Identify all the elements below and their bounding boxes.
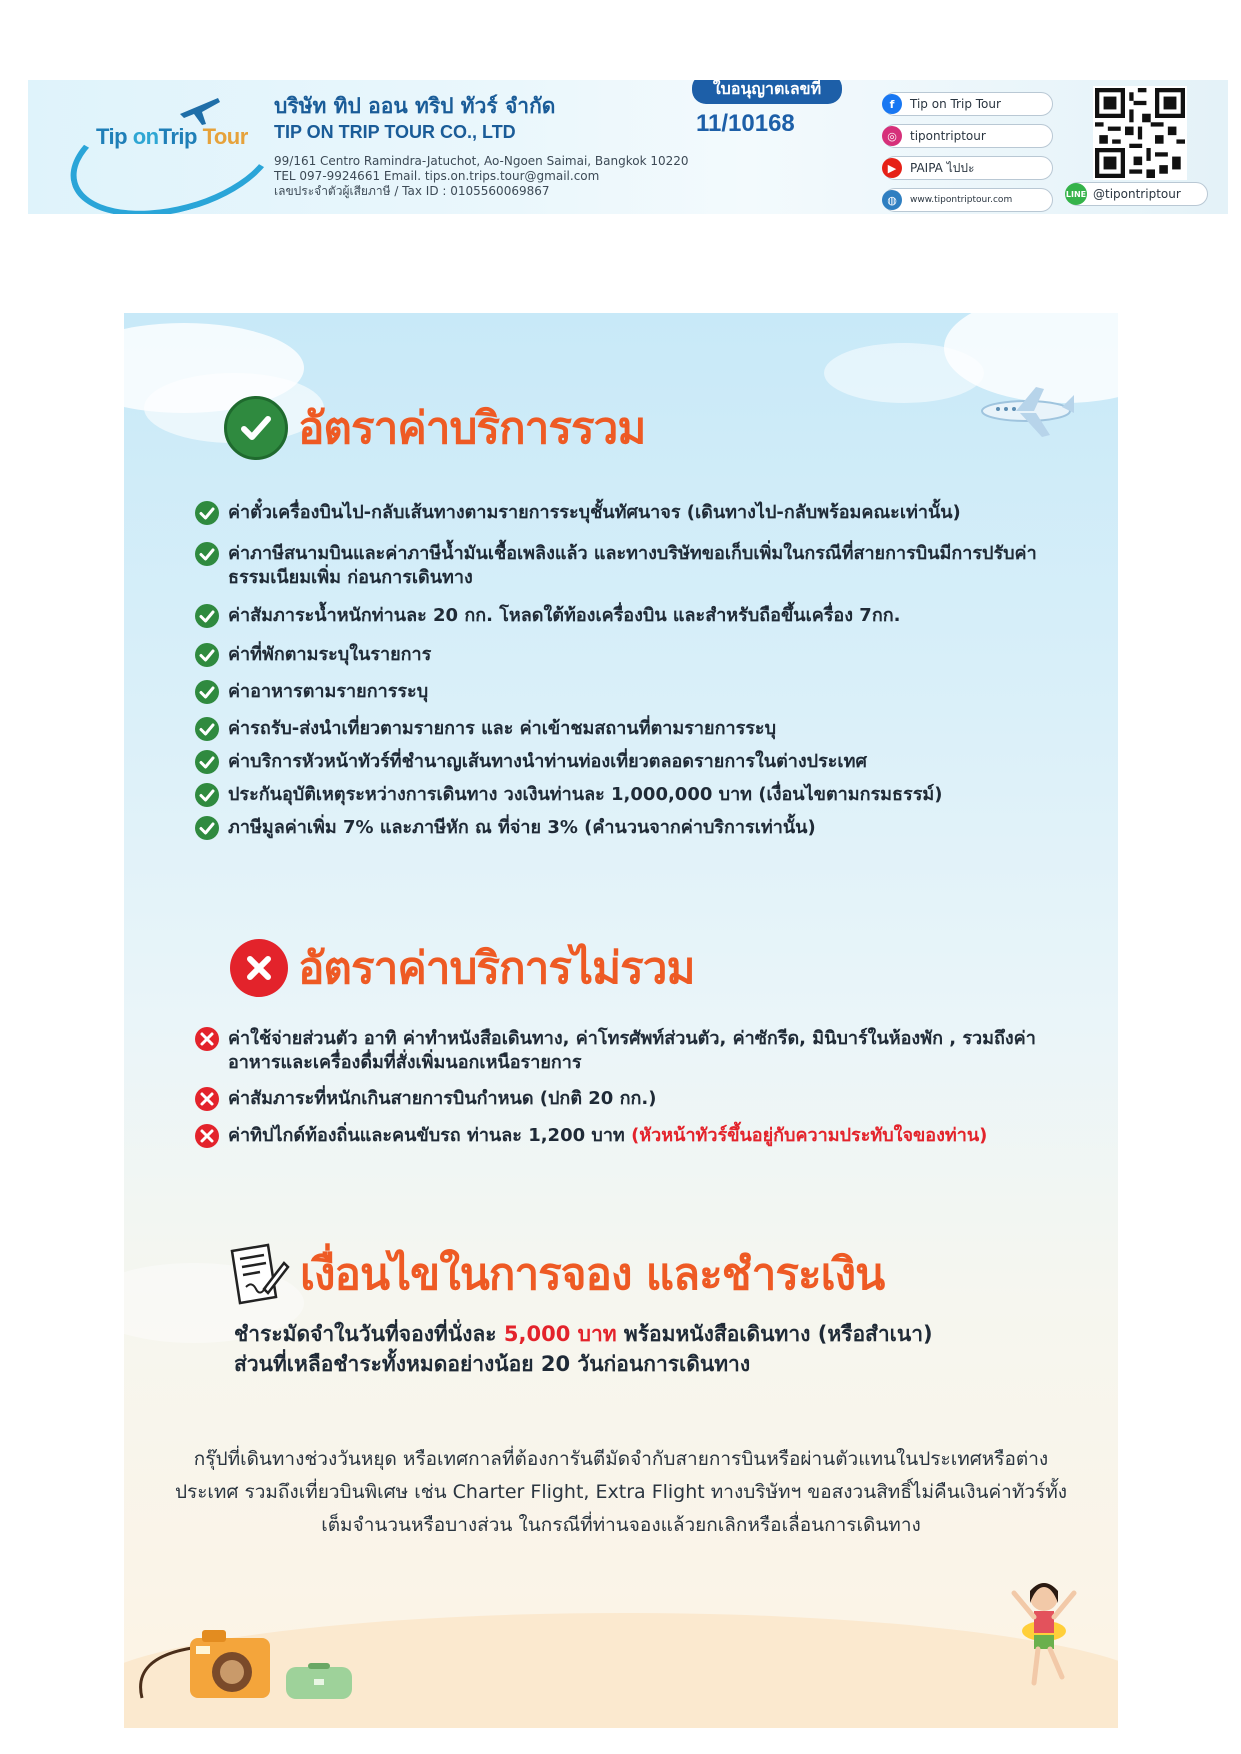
- check-circle-icon: [194, 749, 220, 775]
- excluded-section-title: [230, 933, 695, 1003]
- cross-circle-icon: [194, 1026, 220, 1052]
- check-circle-icon: [194, 642, 220, 668]
- social-facebook[interactable]: [883, 92, 1053, 116]
- included-item: [194, 542, 1074, 590]
- excluded-item-text: ค่าทิปไกด์ท้องถิ่นและคนขับรถ ท่านละ 1,200 บาท (หัวหน้าทัวร์ขึ้นอยู่กับความประทับใจของท่าน): [228, 1125, 988, 1146]
- check-badge-icon: [224, 396, 288, 460]
- included-item: [194, 717, 1074, 742]
- company-tax-id: เลขประจำตัวผู้เสียภาษี / Tax ID : 0105560069867: [274, 184, 550, 198]
- included-item-text: ค่าตั๋วเครื่องบินไป-กลับเส้นทางตามรายการระบุชั้นทัศนาจร (เดินทางไป-กลับพร้อมคณะเท่านั้น): [228, 502, 961, 523]
- excluded-title: อัตราค่าบริการไม่รวม: [298, 943, 695, 994]
- social-instagram[interactable]: [883, 124, 1053, 148]
- check-circle-icon: [194, 541, 220, 567]
- social-label: PAIPA ไปปะ: [910, 160, 975, 175]
- included-title: อัตราค่าบริการรวม: [298, 403, 646, 454]
- included-item-text: ค่าบริการหัวหน้าทัวร์ที่ชำนาญเส้นทางนำท่านท่องเที่ยวตลอดรายการในต่างประเทศ: [228, 751, 867, 772]
- excluded-item: [194, 1124, 1074, 1149]
- booking-terms: [234, 1319, 933, 1379]
- company-name-english: TIP ON TRIP TOUR CO., LTD: [274, 122, 516, 142]
- social-label: Tip on Trip Tour: [910, 97, 1001, 111]
- social-website[interactable]: [883, 188, 1053, 212]
- youtube-icon: ▶: [882, 158, 902, 178]
- instagram-icon: ◎: [882, 126, 902, 146]
- included-item-text: ค่าอาหารตามรายการระบุ: [228, 681, 429, 702]
- social-label: tipontriptour: [910, 129, 986, 143]
- excluded-item-text: ค่าใช้จ่ายส่วนตัว อาทิ ค่าทำหนังสือเดินทาง, ค่าโทรศัพท์ส่วนตัว, ค่าซักรีด, มินิบาร์ในห้องพัก , รวมถึงค่าอาหารและเครื่องดื่มที่สั่งเพิ่มนอกเหนือรายการ: [228, 1028, 1036, 1073]
- excluded-item: [194, 1027, 1074, 1075]
- check-circle-icon: [194, 603, 220, 629]
- excluded-item: [194, 1087, 1074, 1112]
- included-item: [194, 783, 1074, 808]
- check-circle-icon: [194, 679, 220, 705]
- included-list: [194, 501, 1074, 841]
- check-circle-icon: [194, 716, 220, 742]
- balance-line: ส่วนที่เหลือชำระทั้งหมดอย่างน้อย 20 วันก่อนการเดินทาง: [234, 1352, 751, 1376]
- excluded-item-text: ค่าสัมภาระที่หนักเกินสายการบินกำหนด (ปกติ 20 กก.): [228, 1088, 657, 1109]
- tour-conditions-poster: [124, 313, 1118, 1728]
- license-label: ใบอนุญาตเลขที่: [692, 80, 842, 104]
- cross-circle-icon: [194, 1123, 220, 1149]
- check-circle-icon: [194, 782, 220, 808]
- included-item-text: ค่าที่พักตามระบุในรายการ: [228, 644, 432, 665]
- included-item: [194, 604, 1074, 629]
- deposit-line: ชำระมัดจำในวันที่จองที่นั่งละ 5,000 บาท พร้อมหนังสือเดินทาง (หรือสำเนา): [234, 1322, 933, 1346]
- social-links: [883, 92, 1053, 214]
- included-item: [194, 501, 1074, 526]
- included-item-text: ประกันอุบัติเหตุระหว่างการเดินทาง วงเงินท่านละ 1,000,000 บาท (เงื่อนไขตามกรมธรรม์): [228, 784, 943, 805]
- check-circle-icon: [194, 500, 220, 526]
- document-pen-icon: [224, 1241, 290, 1307]
- booking-section-title: [224, 1239, 884, 1309]
- included-item: [194, 750, 1074, 775]
- camera-icon: [132, 1618, 282, 1708]
- airplane-icon: [976, 383, 1076, 443]
- qr-code-icon[interactable]: [1093, 86, 1187, 180]
- cancellation-note: กรุ๊ปที่เดินทางช่วงวันหยุด หรือเทศกาลที่ต้องการันตีมัดจำกับสายการบินหรือผ่านตัวแทนในประเทศหรือต่างประเทศ รวมถึงเที่ยวบินพิเศษ เช่น Charter Flight, Extra Flight ทางบริษัทฯ ขอสงวนสิทธิ์ไม่คืนเงินค่าทัวร์ทั้งเต็มจำนวนหรือบางส่วน ในกรณีที่ท่านจองแล้วยกเลิกหรือเลื่อนการเดินทาง: [174, 1448, 1068, 1536]
- included-item: [194, 643, 1074, 668]
- included-item-text: ภาษีมูลค่าเพิ่ม 7% และภาษีหัก ณ ที่จ่าย 3% (คำนวนจากค่าบริการเท่านั้น): [228, 817, 816, 838]
- social-label: www.tipontriptour.com: [910, 195, 1013, 205]
- company-name-thai: บริษัท ทิป ออน ทริป ทัวร์ จำกัด: [274, 94, 556, 118]
- company-banner: [28, 80, 1228, 214]
- included-item-text: ค่าภาษีสนามบินและค่าภาษีน้ำมันเชื้อเพลิงแล้ว และทางบริษัทขอเก็บเพิ่มในกรณีที่สายการบินมีการปรับค่าธรรมเนียมเพิ่ม ก่อนการเดินทาง: [228, 543, 1037, 588]
- company-logo: Tip onTrip Tour: [96, 124, 248, 149]
- line-icon: LINE: [1065, 183, 1087, 205]
- logo-plane-icon: [178, 92, 222, 126]
- license-number: 11/10168: [696, 110, 795, 137]
- company-address: 99/161 Centro Ramindra-Jatuchot, Ao-Ngoen Saimai, Bangkok 10220: [274, 154, 689, 168]
- website-icon: ◍: [882, 190, 902, 210]
- included-item: [194, 816, 1074, 841]
- social-label: @tipontriptour: [1093, 187, 1181, 201]
- excluded-item-highlight: (หัวหน้าทัวร์ขึ้นอยู่กับความประทับใจของท่าน): [631, 1125, 988, 1146]
- included-item-text: ค่ารถรับ-ส่งนำเที่ยวตามรายการ และ ค่าเข้าชมสถานที่ตามรายการระบุ: [228, 718, 777, 739]
- cross-badge-icon: [230, 939, 288, 997]
- included-section-title: [224, 393, 645, 463]
- suitcase-icon: [284, 1661, 354, 1701]
- social-youtube[interactable]: [883, 156, 1053, 180]
- booking-title: เงื่อนไขในการจอง และชำระเงิน: [300, 1249, 885, 1300]
- child-with-float-icon: [1004, 1573, 1084, 1703]
- excluded-list: [194, 1027, 1074, 1149]
- cross-circle-icon: [194, 1086, 220, 1112]
- check-circle-icon: [194, 815, 220, 841]
- social-line[interactable]: [1066, 182, 1208, 206]
- included-item-text: ค่าสัมภาระน้ำหนักท่านละ 20 กก. โหลดใต้ท้องเครื่องบิน และสำหรับถือขึ้นเครื่อง 7กก.: [228, 605, 901, 626]
- deposit-amount: 5,000 บาท: [503, 1322, 617, 1346]
- included-item: [194, 680, 1074, 705]
- company-address-block: [274, 154, 689, 199]
- facebook-icon: f: [882, 94, 902, 114]
- cloud-decoration: [824, 343, 984, 403]
- company-contact: TEL 097-9924661 Email. tips.on.trips.tour@gmail.com: [274, 169, 600, 183]
